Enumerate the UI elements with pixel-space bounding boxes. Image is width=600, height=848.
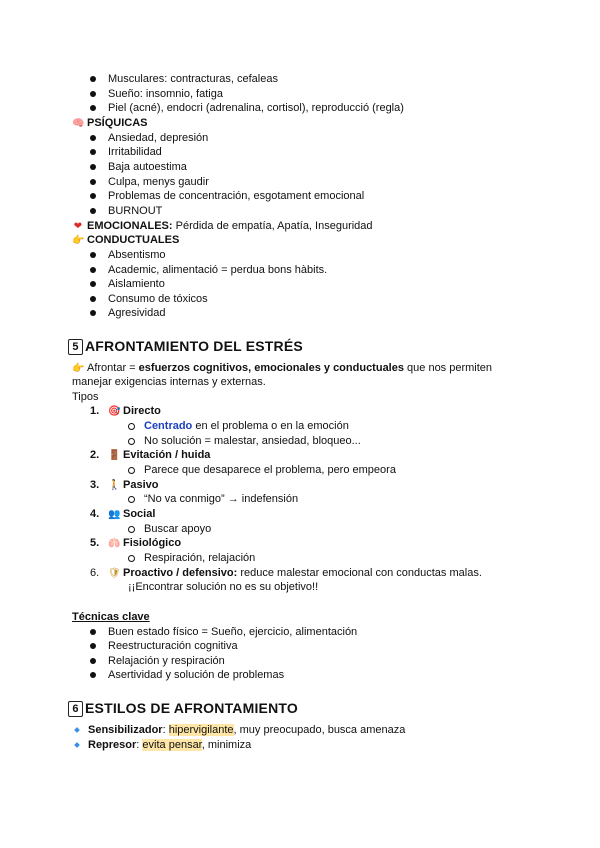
target-icon: 🎯 — [108, 406, 121, 417]
bullet — [90, 208, 96, 214]
type-social: 👥 Social — [108, 508, 156, 520]
list-number: 5. — [90, 537, 100, 549]
list-number: 6. — [90, 567, 100, 579]
list-number: 2. — [90, 449, 100, 461]
section-5-title: 5 AFRONTAMIENTO DEL ESTRÉS — [68, 338, 303, 355]
door-icon: 🚪 — [108, 450, 121, 461]
psiquicas-heading: 🧠 PSÍQUICAS — [72, 117, 148, 129]
person-icon: 🚶 — [108, 480, 121, 491]
type-directo: 🎯 Directo — [108, 405, 161, 417]
list-item: Relajación y respiración — [108, 655, 225, 667]
list-item: Asertividad y solución de problemas — [108, 669, 285, 681]
list-item: Baja autoestima — [108, 161, 187, 173]
style-represor: Represor: evita pensar, minimiza — [88, 739, 252, 751]
pointing-icon: 👉 — [72, 235, 85, 246]
bullet — [90, 267, 96, 273]
number-badge: 6 — [68, 701, 83, 717]
tecnicas-heading: Técnicas clave — [72, 611, 150, 623]
intro-line-2: manejar exigencias internas y externas. — [72, 376, 266, 388]
list-item: Agresividad — [108, 307, 166, 319]
list-item: Piel (acné), endocri (adrenalina, cortisol), reproducció (regla) — [108, 102, 404, 114]
type-proactivo: 🛡 Proactivo / defensivo: reduce malestar emocional con conductas malas. — [108, 567, 482, 579]
bullet — [90, 658, 96, 664]
list-item: Academic, alimentació = perdua bons hàbits. — [108, 264, 328, 276]
list-item: Reestructuración cognitiva — [108, 640, 238, 652]
lungs-icon: 🫁 — [108, 538, 121, 549]
bullet — [90, 296, 96, 302]
list-item: Aislamiento — [108, 278, 165, 290]
sub-item: No solución = malestar, ansiedad, bloqueo... — [144, 435, 361, 447]
type-pasivo: 🚶 Pasivo — [108, 479, 159, 491]
list-item: Irritabilidad — [108, 146, 162, 158]
conductuales-heading: 👉 CONDUCTUALES — [72, 234, 180, 246]
list-item: Sueño: insomnio, fatiga — [108, 88, 223, 100]
bullet — [90, 135, 96, 141]
bullet — [90, 179, 96, 185]
list-item: BURNOUT — [108, 205, 163, 217]
sub-item: “No va conmigo” → indefensión — [144, 493, 299, 505]
emocionales-line: ❤ EMOCIONALES: Pérdida de empatía, Apatía, Inseguridad — [73, 220, 373, 232]
number-badge: 5 — [68, 339, 83, 355]
tipos-label: Tipos — [72, 391, 99, 403]
bullet — [90, 310, 96, 316]
sub-item: Respiración, relajación — [144, 552, 256, 564]
list-item: Musculares: contracturas, cefaleas — [108, 73, 278, 85]
sub-bullet — [128, 438, 135, 445]
bullet — [90, 643, 96, 649]
style-sensibilizador: Sensibilizador: hipervigilante, muy preocupado, busca amenaza — [88, 724, 406, 736]
sub-bullet — [128, 423, 135, 430]
list-number: 1. — [90, 405, 100, 417]
list-item: Culpa, menys gaudir — [108, 176, 209, 188]
list-number: 4. — [90, 508, 100, 520]
section-6-title: 6 ESTILOS DE AFRONTAMIENTO — [68, 700, 298, 717]
sub-bullet — [128, 496, 135, 503]
heart-icon: ❤ — [73, 221, 83, 232]
bullet — [90, 91, 96, 97]
proactivo-note: ¡¡Encontrar solución no es su objetivo!! — [128, 581, 319, 593]
sub-item: Buscar apoyo — [144, 523, 212, 535]
bullet — [90, 164, 96, 170]
bullet — [90, 629, 96, 635]
sub-item: Parece que desaparece el problema, pero empeora — [144, 464, 396, 476]
list-item: Consumo de tóxicos — [108, 293, 208, 305]
diamond-bullet-icon — [74, 727, 80, 733]
type-fisiologico: 🫁 Fisiológico — [108, 537, 182, 549]
bullet — [90, 193, 96, 199]
pointing-icon: 👉 — [72, 363, 85, 374]
list-item: Problemas de concentración, esgotament emocional — [108, 190, 365, 202]
bullet — [90, 281, 96, 287]
type-evitacion: 🚪 Evitación / huida — [108, 449, 211, 461]
sub-item: Centrado en el problema o en la emoción — [144, 420, 349, 432]
list-item: Ansiedad, depresión — [108, 132, 209, 144]
diamond-bullet-icon — [74, 742, 80, 748]
sub-bullet — [128, 526, 135, 533]
bullet — [90, 672, 96, 678]
intro-line: 👉 Afrontar = esfuerzos cognitivos, emocionales y conductuales que nos permiten — [72, 362, 493, 374]
bullet — [90, 76, 96, 82]
shield-icon: 🛡 — [108, 568, 121, 579]
bullet — [90, 105, 96, 111]
brain-icon: 🧠 — [72, 118, 85, 129]
bullet — [90, 252, 96, 258]
sub-bullet — [128, 467, 135, 474]
list-number: 3. — [90, 479, 100, 491]
people-icon: 👥 — [108, 509, 121, 520]
list-item: Buen estado físico = Sueño, ejercicio, alimentación — [108, 626, 358, 638]
sub-bullet — [128, 555, 135, 562]
list-item: Absentismo — [108, 249, 166, 261]
bullet — [90, 149, 96, 155]
